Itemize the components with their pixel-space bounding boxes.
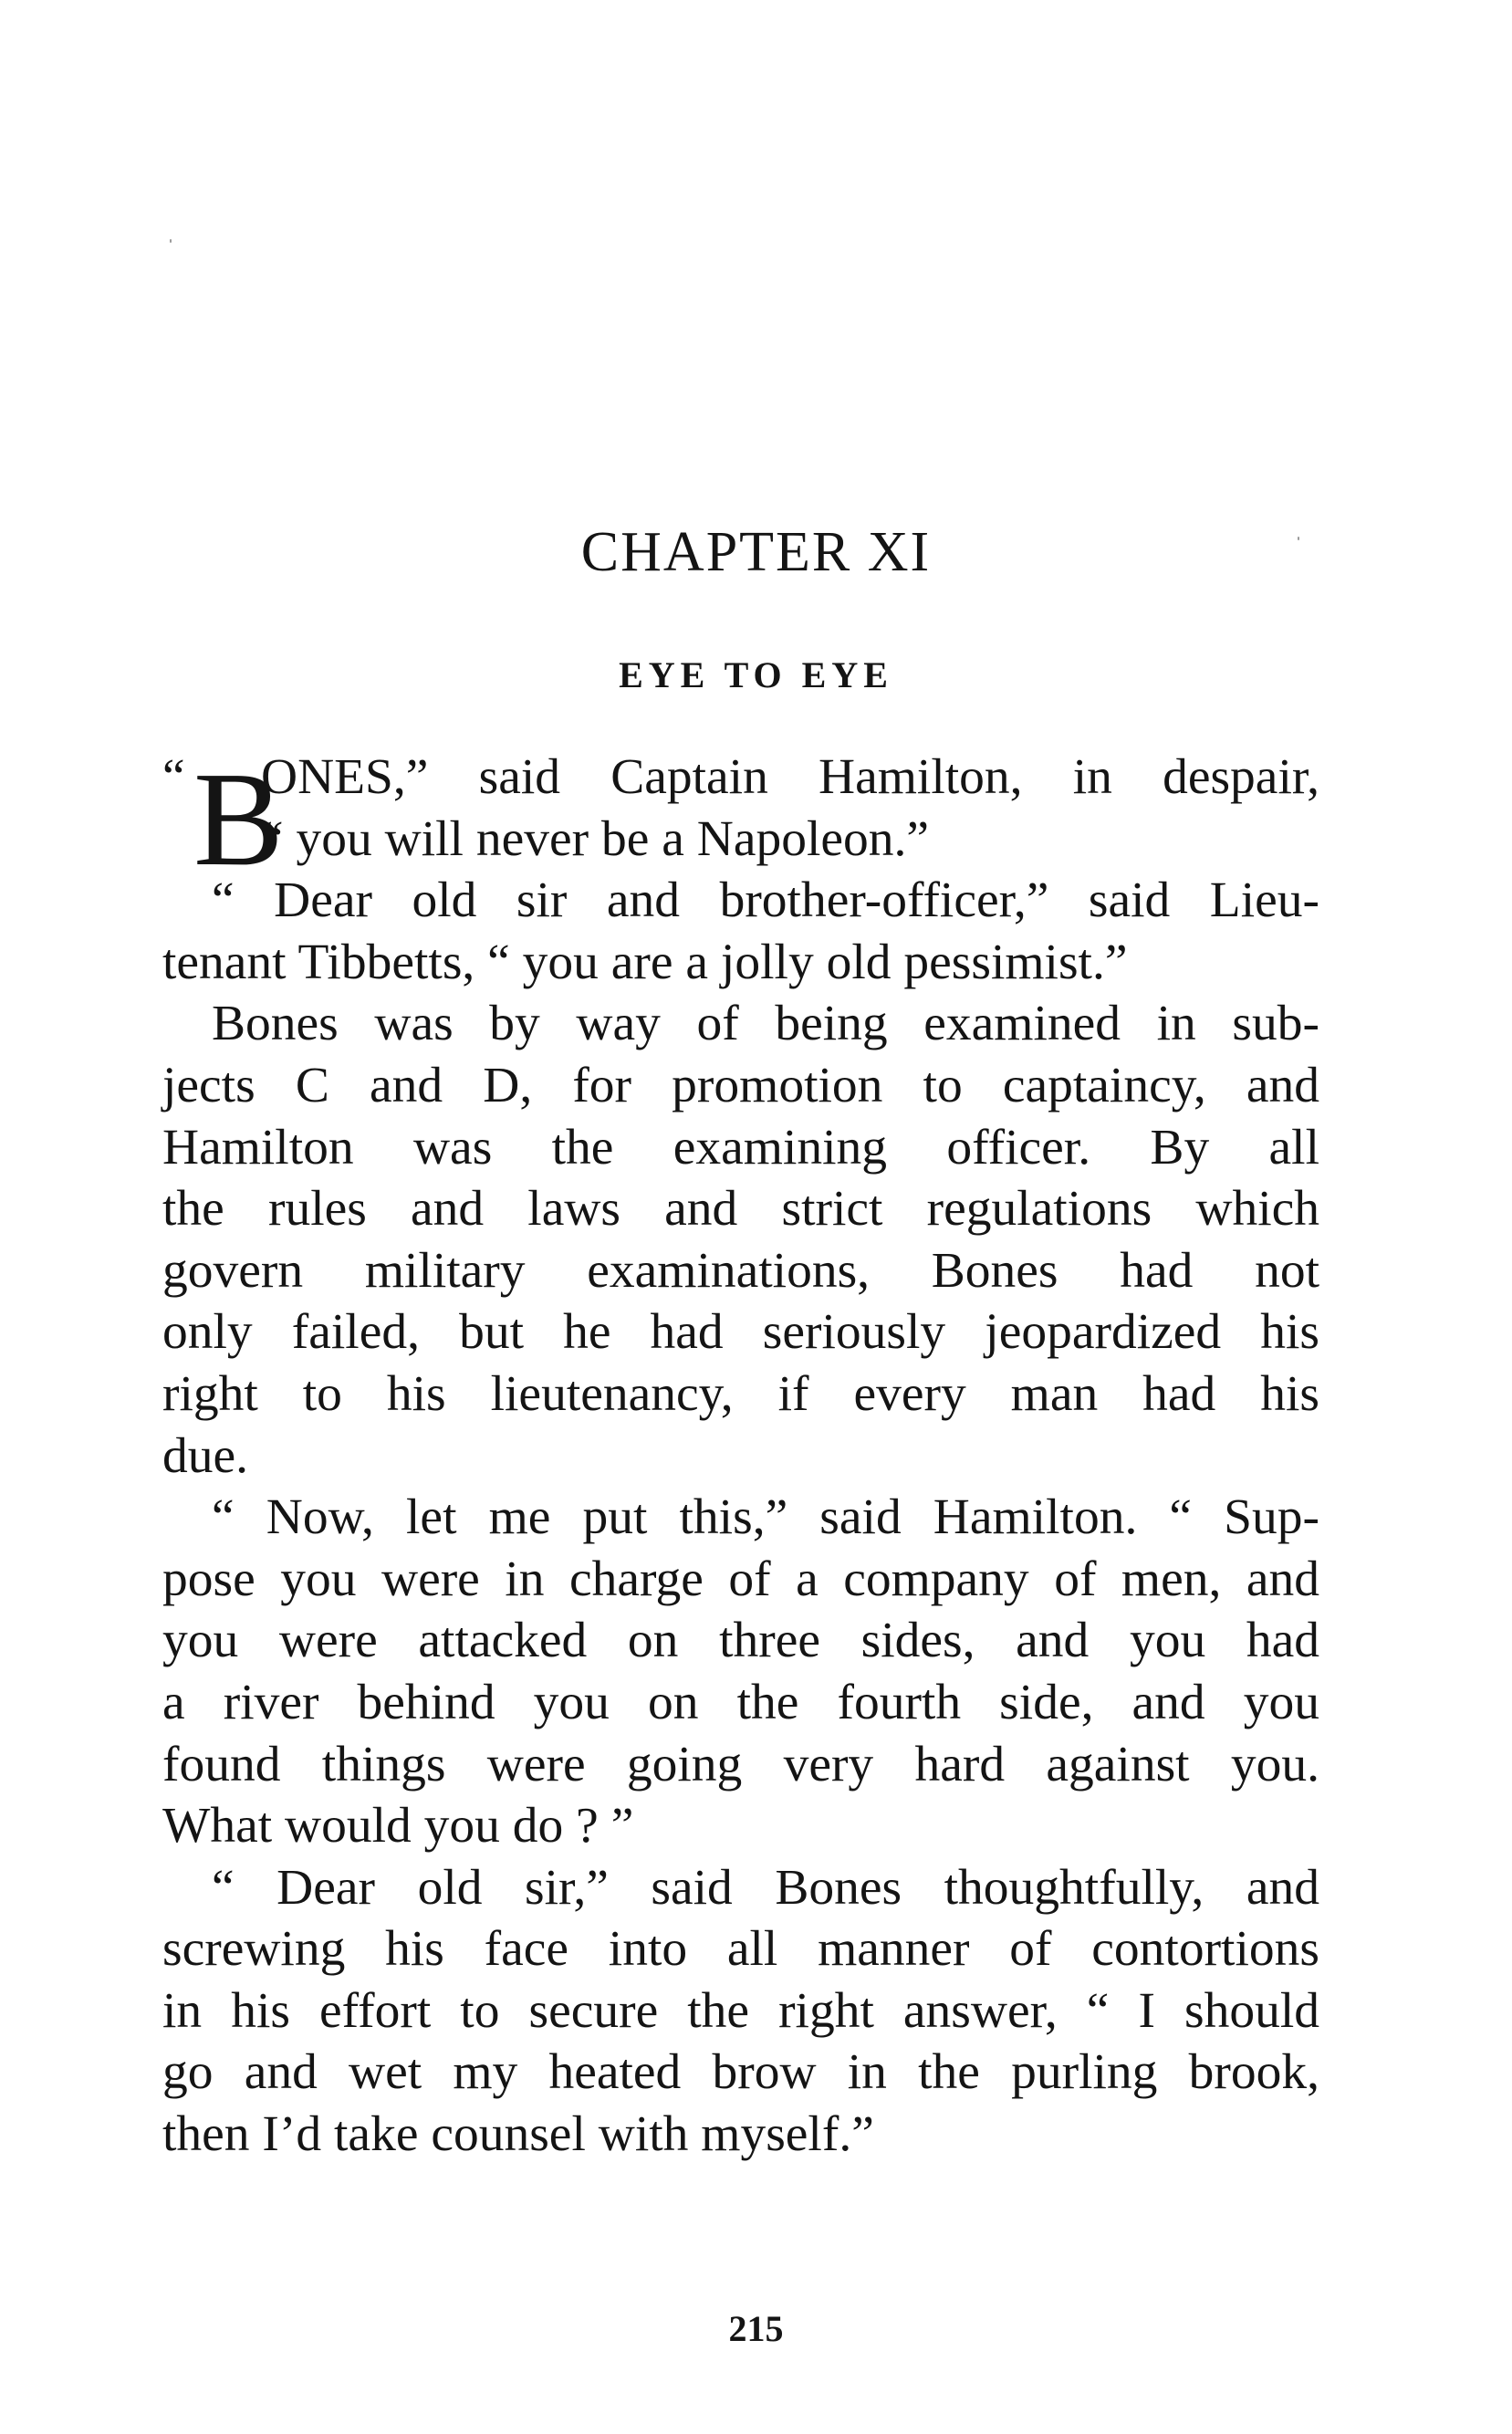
text-line: Hamilton was the examining officer. By all	[162, 1119, 1319, 1175]
chapter-title: CHAPTER XI	[580, 521, 932, 583]
text-line: only failed, but he had seriously jeopardized his	[162, 1304, 1319, 1361]
text-line: the rules and laws and strict regulations which	[162, 1181, 1319, 1238]
text-line: govern military examinations, Bones had not	[162, 1242, 1319, 1299]
text-line: “ Dear old sir and brother-officer,” said Lieu-	[212, 872, 1319, 929]
text-line: jects C and D, for promotion to captaincy, and	[162, 1057, 1319, 1113]
text-line: go and wet my heated brow in the purling brook,	[162, 2044, 1319, 2101]
chapter-subtitle: EYE TO EYE	[619, 654, 893, 695]
text-line: found things were going very hard against you.	[162, 1736, 1319, 1792]
text-line: pose you were in charge of a company of men, and	[162, 1551, 1319, 1607]
drop-cap-letter: B	[193, 745, 284, 894]
text-line: “ Now, let me put this,” said Hamilton. “ Sup-	[212, 1489, 1319, 1546]
text-line: you were attacked on three sides, and you had	[162, 1613, 1319, 1669]
text-line: right to his lieutenancy, if every man had his	[162, 1365, 1319, 1422]
body-text	[162, 747, 1319, 2166]
page-number: 215	[728, 2308, 784, 2349]
opening-paragraph	[162, 745, 1319, 894]
text-line: due.	[162, 1427, 249, 1484]
text-line: tenant Tibbetts, “ you are a jolly old pessimist.”	[162, 934, 1128, 990]
opening-quote-mark: “	[162, 749, 185, 805]
text-line: screwing his face into all manner of contortions	[162, 1921, 1319, 1978]
text-line: “ Dear old sir,” said Bones thoughtfully, and	[212, 1859, 1319, 1916]
text-line: a river behind you on the fourth side, and you	[162, 1674, 1319, 1730]
paper-speck	[170, 239, 172, 243]
text-line: in his effort to secure the right answer, “ I should	[162, 1982, 1319, 2039]
text-line: “ you will never be a Napoleon.”	[261, 810, 930, 867]
text-line: ONES,” said Captain Hamilton, in despair,	[261, 749, 1319, 805]
text-line: then I’d take counsel with myself.”	[162, 2106, 874, 2163]
text-line: What would you do ? ”	[162, 1798, 634, 1854]
text-line: Bones was by way of being examined in sub-	[212, 996, 1319, 1052]
